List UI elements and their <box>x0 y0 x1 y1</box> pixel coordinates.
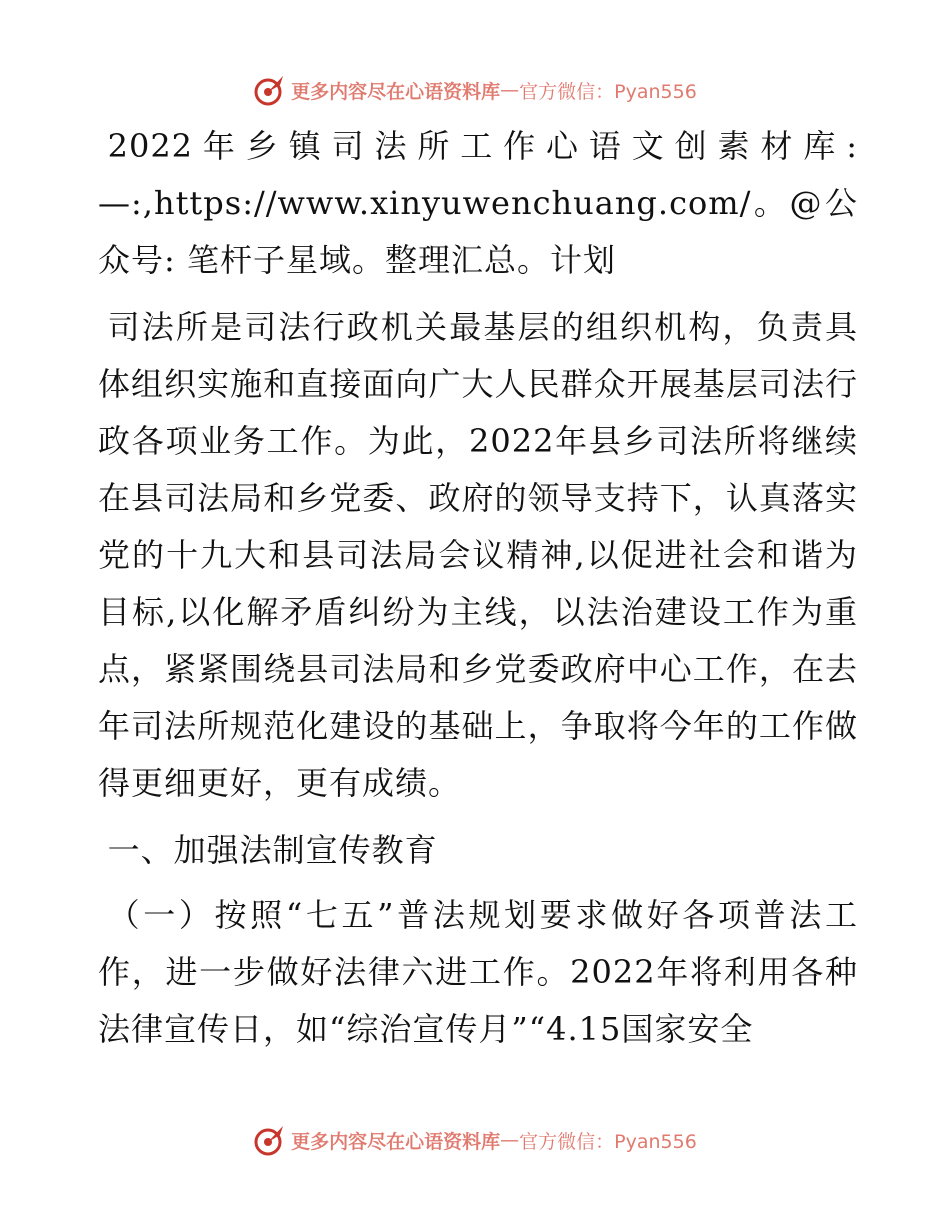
footer-banner <box>0 1120 950 1160</box>
banner-wechat-text: 官方微信：Pyan556 <box>519 80 697 103</box>
banner-separator: — <box>500 1129 520 1151</box>
banner-promo-text: 更多内容尽在心语资料库 <box>291 1130 501 1153</box>
banner-wechat-text: 官方微信：Pyan556 <box>519 1130 697 1153</box>
quill-logo-icon <box>253 73 287 107</box>
document-body <box>98 118 858 1068</box>
document-intro: 2022年乡镇司法所工作心语文创素材库:—:,https://www.xinyuwenchuang.com/。@公众号: 笔杆子星域。整理汇总。计划 <box>98 127 858 279</box>
banner-promo-text: 更多内容尽在心语资料库 <box>291 80 501 103</box>
quill-logo-icon <box>253 1123 287 1157</box>
section-heading: 一、加强法制宣传教育 <box>107 831 438 869</box>
header-banner <box>0 70 950 110</box>
paragraph-section-1: （一）按照“七五”普法规划要求做好各项普法工作，进一步做好法律六进工作。2022年将利用各种法律宣传日，如“综治宣传月”“4.15国家安全 <box>98 896 858 1048</box>
banner-separator: — <box>500 79 520 101</box>
paragraph-overview: 司法所是司法行政机关最基层的组织机构，负责具体组织实施和直接面向广大人民群众开展基层司法行政各项业务工作。为此，2022年县乡司法所将继续在县司法局和乡党委、政府的领导支持下，认真落实党的十九大和县司法局会议精神,以促进社会和谐为目标,以化解矛盾纠纷为主线，以法治建设工作为重点，紧紧围绕县司法局和乡党委政府中心工作，在去年司法所规范化建设的基础上，争取将今年的工作做得更细更好，更有成绩。 <box>98 308 858 802</box>
